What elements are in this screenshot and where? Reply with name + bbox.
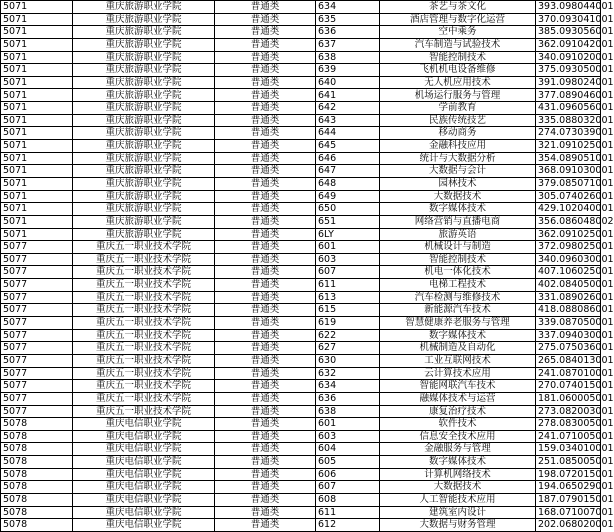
score-cell: 305.074026001 [536, 190, 601, 203]
category-cell: 普通类 [215, 152, 316, 165]
major-name-cell: 机电一体化技术 [380, 266, 536, 279]
table-row [1, 64, 601, 77]
major-code-cell: 630 [316, 354, 380, 367]
school-name-cell: 重庆五一职业技术学院 [73, 279, 215, 292]
major-name-cell: 智慧健康养老服务与管理 [380, 317, 536, 330]
category-cell: 普通类 [215, 13, 316, 26]
major-name-cell: 飞机机电设备维修 [380, 64, 536, 77]
table-row [1, 26, 601, 39]
table-row [1, 456, 601, 469]
school-code-cell: 5078 [1, 418, 73, 431]
school-code-cell: 5071 [1, 177, 73, 190]
major-code-cell: 6LY [316, 228, 380, 241]
category-cell: 普通类 [215, 519, 316, 532]
score-cell: 362.091025001 [536, 228, 601, 241]
school-name-cell: 重庆五一职业技术学院 [73, 367, 215, 380]
score-cell: 168.071007001 [536, 506, 601, 519]
major-code-cell: 644 [316, 127, 380, 140]
table-row [1, 279, 601, 292]
school-name-cell: 重庆电信职业学院 [73, 493, 215, 506]
table-row [1, 76, 601, 89]
major-name-cell: 园林技术 [380, 177, 536, 190]
category-cell: 普通类 [215, 342, 316, 355]
school-name-cell: 重庆旅游职业学院 [73, 64, 215, 77]
major-name-cell: 学前教育 [380, 102, 536, 115]
category-cell: 普通类 [215, 228, 316, 241]
major-name-cell: 大数据与会计 [380, 165, 536, 178]
school-code-cell: 5071 [1, 228, 73, 241]
table-row [1, 418, 601, 431]
major-name-cell: 计算机网络技术 [380, 468, 536, 481]
school-name-cell: 重庆旅游职业学院 [73, 51, 215, 64]
table-row [1, 317, 601, 330]
major-code-cell: 622 [316, 329, 380, 342]
score-cell: 241.087010001 [536, 367, 601, 380]
major-code-cell: 612 [316, 519, 380, 532]
category-cell: 普通类 [215, 354, 316, 367]
school-code-cell: 5071 [1, 190, 73, 203]
category-cell: 普通类 [215, 127, 316, 140]
major-name-cell: 酒店管理与数字化运营 [380, 13, 536, 26]
major-code-cell: 638 [316, 51, 380, 64]
score-cell: 270.074015001 [536, 380, 601, 393]
school-name-cell: 重庆旅游职业学院 [73, 203, 215, 216]
category-cell: 普通类 [215, 392, 316, 405]
major-code-cell: 611 [316, 279, 380, 292]
table-row [1, 342, 601, 355]
score-cell: 407.106025001 [536, 266, 601, 279]
score-cell: 241.071005001 [536, 430, 601, 443]
school-code-cell: 5078 [1, 506, 73, 519]
school-code-cell: 5071 [1, 38, 73, 51]
table-row [1, 38, 601, 51]
school-name-cell: 重庆五一职业技术学院 [73, 253, 215, 266]
school-code-cell: 5077 [1, 266, 73, 279]
score-cell: 194.065029001 [536, 481, 601, 494]
school-name-cell: 重庆五一职业技术学院 [73, 405, 215, 418]
table-row [1, 114, 601, 127]
school-code-cell: 5078 [1, 443, 73, 456]
score-cell: 375.093050001 [536, 64, 601, 77]
table-row [1, 190, 601, 203]
major-name-cell: 数字媒体技术 [380, 456, 536, 469]
school-code-cell: 5077 [1, 367, 73, 380]
category-cell: 普通类 [215, 203, 316, 216]
category-cell: 普通类 [215, 1, 316, 14]
school-name-cell: 重庆旅游职业学院 [73, 38, 215, 51]
category-cell: 普通类 [215, 215, 316, 228]
table-body [1, 1, 614, 532]
score-cell: 356.086048002 [536, 215, 601, 228]
table-row [1, 493, 601, 506]
major-name-cell: 统计与大数据分析 [380, 152, 536, 165]
major-code-cell: 608 [316, 493, 380, 506]
school-code-cell: 5077 [1, 392, 73, 405]
score-cell: 379.085071001 [536, 177, 601, 190]
table-row [1, 102, 601, 115]
score-cell: 198.072015001 [536, 468, 601, 481]
score-cell: 273.082003001 [536, 405, 601, 418]
category-cell: 普通类 [215, 430, 316, 443]
school-code-cell: 5077 [1, 317, 73, 330]
major-code-cell: 632 [316, 367, 380, 380]
major-code-cell: 607 [316, 266, 380, 279]
table-row [1, 1, 601, 14]
category-cell: 普通类 [215, 291, 316, 304]
school-name-cell: 重庆五一职业技术学院 [73, 317, 215, 330]
major-name-cell: 融媒体技术与运营 [380, 392, 536, 405]
school-name-cell: 重庆旅游职业学院 [73, 102, 215, 115]
category-cell: 普通类 [215, 468, 316, 481]
school-name-cell: 重庆旅游职业学院 [73, 228, 215, 241]
table-row [1, 367, 601, 380]
score-cell: 429.102040001 [536, 203, 601, 216]
table-row [1, 203, 601, 216]
major-code-cell: 601 [316, 418, 380, 431]
major-code-cell: 606 [316, 468, 380, 481]
table-row [1, 152, 601, 165]
major-name-cell: 智能网联汽车技术 [380, 380, 536, 393]
school-name-cell: 重庆旅游职业学院 [73, 26, 215, 39]
major-name-cell: 大数据技术 [380, 481, 536, 494]
major-code-cell: 603 [316, 253, 380, 266]
school-name-cell: 重庆电信职业学院 [73, 468, 215, 481]
major-code-cell: 635 [316, 13, 380, 26]
school-code-cell: 5077 [1, 342, 73, 355]
school-name-cell: 重庆电信职业学院 [73, 519, 215, 532]
category-cell: 普通类 [215, 165, 316, 178]
category-cell: 普通类 [215, 380, 316, 393]
school-code-cell: 5078 [1, 481, 73, 494]
major-name-cell: 金融科技应用 [380, 140, 536, 153]
school-code-cell: 5071 [1, 127, 73, 140]
major-name-cell: 智能控制技术 [380, 51, 536, 64]
school-name-cell: 重庆五一职业技术学院 [73, 354, 215, 367]
score-cell: 402.084050001 [536, 279, 601, 292]
school-name-cell: 重庆电信职业学院 [73, 506, 215, 519]
major-code-cell: 634 [316, 1, 380, 14]
table-row [1, 215, 601, 228]
major-code-cell: 615 [316, 304, 380, 317]
category-cell: 普通类 [215, 114, 316, 127]
major-code-cell: 603 [316, 430, 380, 443]
score-cell: 393.098044001 [536, 1, 601, 14]
score-cell: 431.096056001 [536, 102, 601, 115]
major-code-cell: 640 [316, 76, 380, 89]
major-code-cell: 648 [316, 177, 380, 190]
table-row [1, 468, 601, 481]
school-name-cell: 重庆五一职业技术学院 [73, 380, 215, 393]
major-name-cell: 机场运行服务与管理 [380, 89, 536, 102]
category-cell: 普通类 [215, 304, 316, 317]
major-code-cell: 639 [316, 64, 380, 77]
major-code-cell: 605 [316, 456, 380, 469]
major-code-cell: 646 [316, 152, 380, 165]
school-code-cell: 5077 [1, 405, 73, 418]
school-name-cell: 重庆旅游职业学院 [73, 114, 215, 127]
school-name-cell: 重庆旅游职业学院 [73, 76, 215, 89]
score-cell: 181.060005001 [536, 392, 601, 405]
score-cell: 362.091042001 [536, 38, 601, 51]
score-cell: 202.068020001 [536, 519, 601, 532]
table-row [1, 354, 601, 367]
category-cell: 普通类 [215, 405, 316, 418]
major-code-cell: 607 [316, 481, 380, 494]
school-name-cell: 重庆旅游职业学院 [73, 127, 215, 140]
major-name-cell: 空中乘务 [380, 26, 536, 39]
score-cell: 331.089026001 [536, 291, 601, 304]
major-name-cell: 建筑室内设计 [380, 506, 536, 519]
school-name-cell: 重庆旅游职业学院 [73, 89, 215, 102]
table-row [1, 329, 601, 342]
category-cell: 普通类 [215, 481, 316, 494]
table-row [1, 443, 601, 456]
school-code-cell: 5078 [1, 493, 73, 506]
table-row [1, 177, 601, 190]
table-row [1, 89, 601, 102]
category-cell: 普通类 [215, 253, 316, 266]
school-name-cell: 重庆旅游职业学院 [73, 13, 215, 26]
category-cell: 普通类 [215, 26, 316, 39]
category-cell: 普通类 [215, 506, 316, 519]
major-code-cell: 647 [316, 165, 380, 178]
category-cell: 普通类 [215, 456, 316, 469]
score-cell: 354.089051001 [536, 152, 601, 165]
category-cell: 普通类 [215, 493, 316, 506]
major-name-cell: 机械设计与制造 [380, 241, 536, 254]
major-name-cell: 智能控制技术 [380, 253, 536, 266]
table-row [1, 291, 601, 304]
school-name-cell: 重庆五一职业技术学院 [73, 241, 215, 254]
table-row [1, 392, 601, 405]
school-name-cell: 重庆旅游职业学院 [73, 152, 215, 165]
school-name-cell: 重庆五一职业技术学院 [73, 304, 215, 317]
category-cell: 普通类 [215, 279, 316, 292]
score-cell: 385.093056001 [536, 26, 601, 39]
category-cell: 普通类 [215, 329, 316, 342]
major-code-cell: 634 [316, 380, 380, 393]
score-cell: 340.091020001 [536, 51, 601, 64]
score-cell: 275.075036001 [536, 342, 601, 355]
school-code-cell: 5071 [1, 165, 73, 178]
major-name-cell: 汽车制造与试验技术 [380, 38, 536, 51]
score-cell: 377.089046001 [536, 89, 601, 102]
school-code-cell: 5078 [1, 456, 73, 469]
major-name-cell: 人工智能技术应用 [380, 493, 536, 506]
school-code-cell: 5071 [1, 203, 73, 216]
major-code-cell: 637 [316, 38, 380, 51]
school-name-cell: 重庆五一职业技术学院 [73, 342, 215, 355]
school-code-cell: 5071 [1, 64, 73, 77]
score-cell: 337.094030001 [536, 329, 601, 342]
category-cell: 普通类 [215, 443, 316, 456]
score-cell: 370.093041001 [536, 13, 601, 26]
major-code-cell: 611 [316, 506, 380, 519]
major-code-cell: 601 [316, 241, 380, 254]
school-code-cell: 5071 [1, 26, 73, 39]
school-code-cell: 5071 [1, 114, 73, 127]
category-cell: 普通类 [215, 177, 316, 190]
score-cell: 339.087050001 [536, 317, 601, 330]
school-code-cell: 5071 [1, 152, 73, 165]
school-name-cell: 重庆电信职业学院 [73, 443, 215, 456]
score-cell: 187.079015001 [536, 493, 601, 506]
school-code-cell: 5071 [1, 140, 73, 153]
category-cell: 普通类 [215, 51, 316, 64]
school-code-cell: 5071 [1, 51, 73, 64]
major-code-cell: 643 [316, 114, 380, 127]
major-code-cell: 604 [316, 443, 380, 456]
major-name-cell: 民族传统技艺 [380, 114, 536, 127]
school-code-cell: 5077 [1, 253, 73, 266]
school-code-cell: 5077 [1, 279, 73, 292]
table-row [1, 405, 601, 418]
table-row [1, 519, 601, 532]
major-name-cell: 无人机应用技术 [380, 76, 536, 89]
major-name-cell: 数字媒体技术 [380, 203, 536, 216]
major-name-cell: 数字媒体技术 [380, 329, 536, 342]
major-name-cell: 工业互联网技术 [380, 354, 536, 367]
score-cell: 321.091025001 [536, 140, 601, 153]
school-name-cell: 重庆五一职业技术学院 [73, 291, 215, 304]
score-cell: 340.096030001 [536, 253, 601, 266]
major-name-cell: 大数据与财务管理 [380, 519, 536, 532]
school-code-cell: 5077 [1, 241, 73, 254]
school-code-cell: 5077 [1, 380, 73, 393]
school-name-cell: 重庆旅游职业学院 [73, 140, 215, 153]
school-name-cell: 重庆旅游职业学院 [73, 215, 215, 228]
category-cell: 普通类 [215, 266, 316, 279]
score-cell: 335.088032001 [536, 114, 601, 127]
major-code-cell: 650 [316, 203, 380, 216]
major-name-cell: 大数据技术 [380, 190, 536, 203]
major-name-cell: 汽车检测与维修技术 [380, 291, 536, 304]
table-row [1, 506, 601, 519]
table-row [1, 51, 601, 64]
school-code-cell: 5077 [1, 304, 73, 317]
major-code-cell: 627 [316, 342, 380, 355]
table-row [1, 430, 601, 443]
major-code-cell: 636 [316, 26, 380, 39]
table-row [1, 266, 601, 279]
school-code-cell: 5078 [1, 519, 73, 532]
school-code-cell: 5071 [1, 13, 73, 26]
major-name-cell: 电梯工程技术 [380, 279, 536, 292]
category-cell: 普通类 [215, 76, 316, 89]
table-row [1, 253, 601, 266]
category-cell: 普通类 [215, 89, 316, 102]
school-code-cell: 5077 [1, 354, 73, 367]
table-row [1, 165, 601, 178]
score-cell: 418.088086001 [536, 304, 601, 317]
score-cell: 265.084013001 [536, 354, 601, 367]
school-code-cell: 5078 [1, 430, 73, 443]
table-row [1, 304, 601, 317]
school-name-cell: 重庆五一职业技术学院 [73, 392, 215, 405]
school-code-cell: 5071 [1, 1, 73, 14]
table-row [1, 140, 601, 153]
school-name-cell: 重庆旅游职业学院 [73, 1, 215, 14]
school-name-cell: 重庆旅游职业学院 [73, 177, 215, 190]
category-cell: 普通类 [215, 38, 316, 51]
major-code-cell: 613 [316, 291, 380, 304]
major-code-cell: 638 [316, 405, 380, 418]
category-cell: 普通类 [215, 190, 316, 203]
major-name-cell: 康复治疗技术 [380, 405, 536, 418]
major-name-cell: 信息安全技术应用 [380, 430, 536, 443]
score-cell: 372.098025001 [536, 241, 601, 254]
school-name-cell: 重庆五一职业技术学院 [73, 266, 215, 279]
table-row [1, 127, 601, 140]
major-name-cell: 机械制造及自动化 [380, 342, 536, 355]
school-name-cell: 重庆电信职业学院 [73, 481, 215, 494]
major-code-cell: 649 [316, 190, 380, 203]
school-code-cell: 5071 [1, 76, 73, 89]
category-cell: 普通类 [215, 102, 316, 115]
score-cell: 159.034010001 [536, 443, 601, 456]
score-cell: 368.091030001 [536, 165, 601, 178]
school-name-cell: 重庆电信职业学院 [73, 418, 215, 431]
school-name-cell: 重庆旅游职业学院 [73, 165, 215, 178]
major-name-cell: 茶艺与茶文化 [380, 1, 536, 14]
score-cell: 278.083005001 [536, 418, 601, 431]
score-cell: 251.085005001 [536, 456, 601, 469]
score-cell: 391.098024001 [536, 76, 601, 89]
school-name-cell: 重庆电信职业学院 [73, 430, 215, 443]
major-name-cell: 金融服务与管理 [380, 443, 536, 456]
major-name-cell: 新能源汽车技术 [380, 304, 536, 317]
school-name-cell: 重庆五一职业技术学院 [73, 329, 215, 342]
category-cell: 普通类 [215, 317, 316, 330]
category-cell: 普通类 [215, 367, 316, 380]
category-cell: 普通类 [215, 241, 316, 254]
score-cell: 274.073039001 [536, 127, 601, 140]
major-code-cell: 619 [316, 317, 380, 330]
major-code-cell: 636 [316, 392, 380, 405]
major-code-cell: 651 [316, 215, 380, 228]
table-row [1, 13, 601, 26]
category-cell: 普通类 [215, 418, 316, 431]
school-name-cell: 重庆旅游职业学院 [73, 190, 215, 203]
category-cell: 普通类 [215, 140, 316, 153]
table-row [1, 481, 601, 494]
table-row [1, 241, 601, 254]
major-name-cell: 旅游英语 [380, 228, 536, 241]
school-code-cell: 5077 [1, 291, 73, 304]
table-row [1, 380, 601, 393]
school-code-cell: 5077 [1, 329, 73, 342]
table-row [1, 228, 601, 241]
category-cell: 普通类 [215, 64, 316, 77]
school-code-cell: 5071 [1, 102, 73, 115]
major-name-cell: 云计算技术应用 [380, 367, 536, 380]
major-name-cell: 软件技术 [380, 418, 536, 431]
major-code-cell: 641 [316, 89, 380, 102]
school-code-cell: 5078 [1, 468, 73, 481]
major-name-cell: 网络营销与直播电商 [380, 215, 536, 228]
school-code-cell: 5071 [1, 215, 73, 228]
major-code-cell: 645 [316, 140, 380, 153]
school-name-cell: 重庆电信职业学院 [73, 456, 215, 469]
school-code-cell: 5071 [1, 89, 73, 102]
major-code-cell: 642 [316, 102, 380, 115]
major-name-cell: 移动商务 [380, 127, 536, 140]
